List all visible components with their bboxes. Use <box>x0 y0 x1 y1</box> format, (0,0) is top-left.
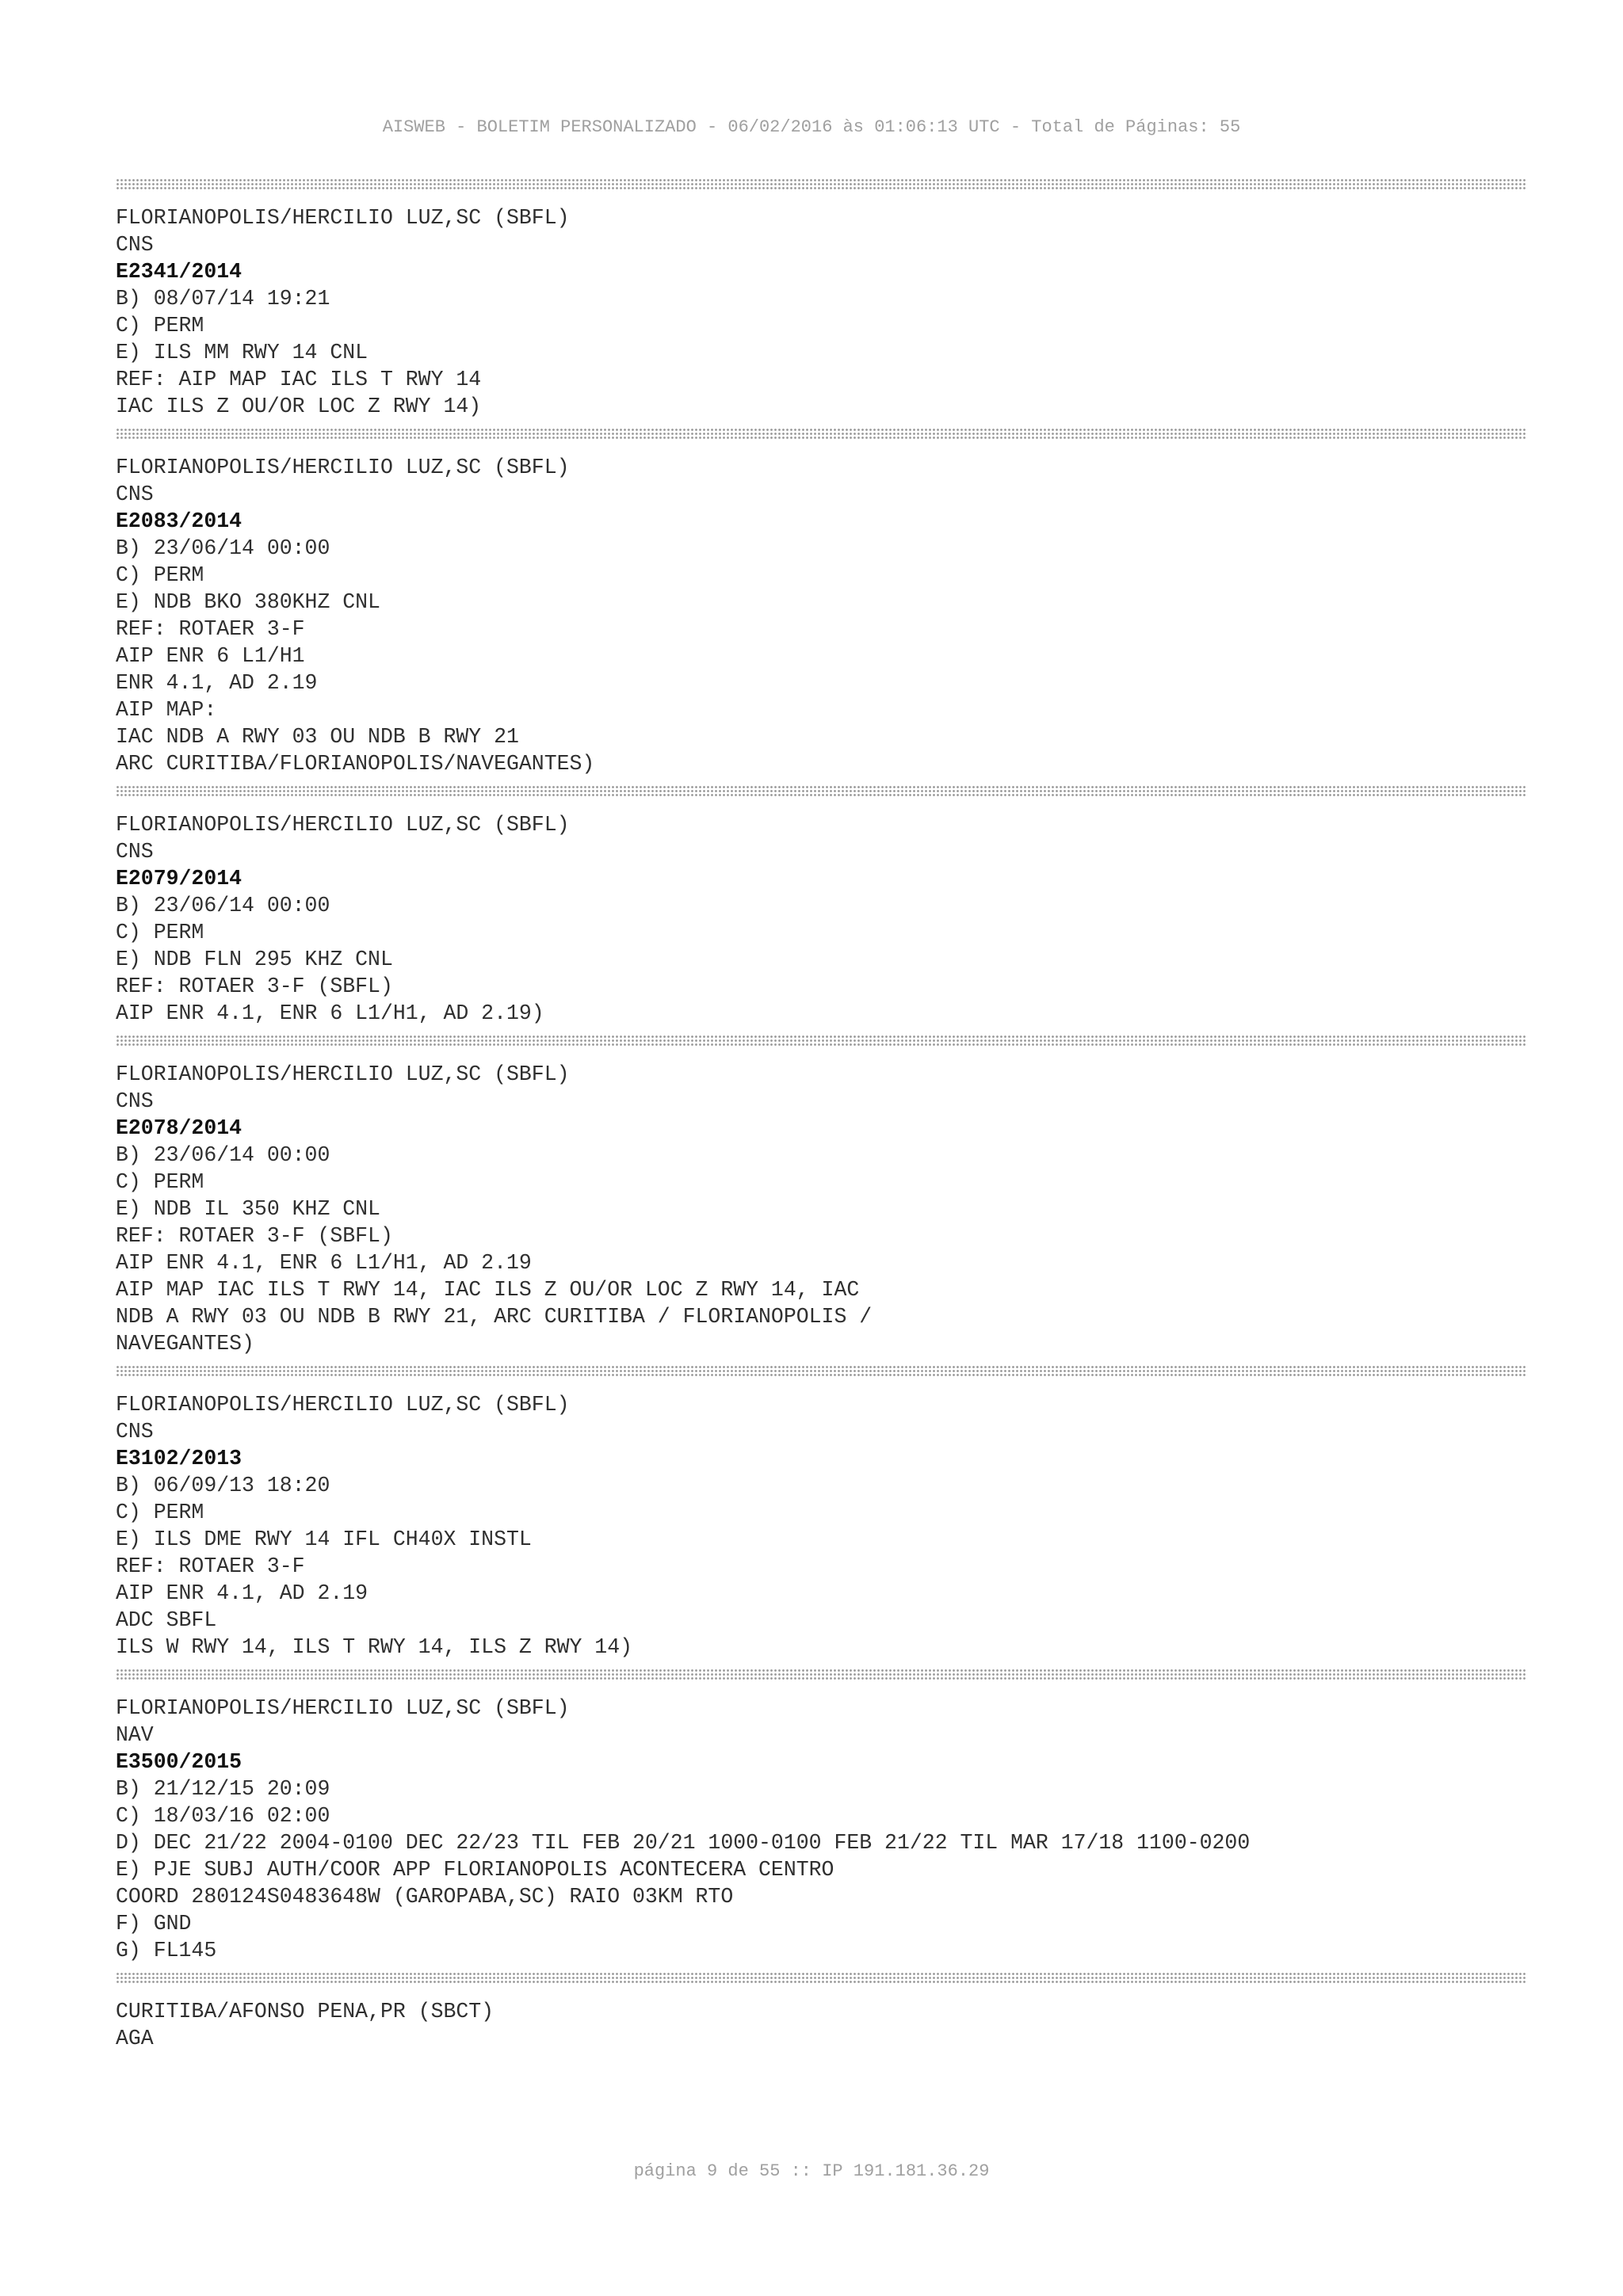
notam-line: C) PERM <box>116 1501 204 1524</box>
notam-number: E2079/2014 <box>116 867 242 891</box>
notam-number: E3500/2015 <box>116 1750 242 1774</box>
notam-location: FLORIANOPOLIS/HERCILIO LUZ,SC (SBFL) <box>116 206 570 230</box>
entry-separator <box>116 1972 1526 1985</box>
notam-line: F) GND <box>116 1912 192 1936</box>
notam-line: C) PERM <box>116 1170 204 1194</box>
notam-line: AIP ENR 4.1, AD 2.19 <box>116 1581 369 1605</box>
notam-line: C) 18/03/16 02:00 <box>116 1804 330 1828</box>
notam-line: REF: ROTAER 3-F <box>116 1554 305 1578</box>
notam-line: AIP ENR 4.1, ENR 6 L1/H1, AD 2.19) <box>116 1001 544 1025</box>
notam-line: AIP MAP: <box>116 698 217 722</box>
notam-line: E) NDB FLN 295 KHZ CNL <box>116 948 393 971</box>
notam-line: AIP MAP IAC ILS T RWY 14, IAC ILS Z OU/OR LOC Z RWY 14, IAC <box>116 1278 860 1302</box>
notam-category: CNS <box>116 482 154 506</box>
notam-line: B) 23/06/14 00:00 <box>116 1143 330 1167</box>
notam-line: B) 21/12/15 20:09 <box>116 1777 330 1801</box>
notam-entry <box>116 1681 1526 1972</box>
page-footer: página 9 de 55 :: IP 191.181.36.29 <box>633 2161 990 2181</box>
notam-line: AIP ENR 4.1, ENR 6 L1/H1, AD 2.19 <box>116 1251 532 1275</box>
notam-category: CNS <box>116 233 154 257</box>
notam-line: ILS W RWY 14, ILS T RWY 14, ILS Z RWY 14) <box>116 1635 633 1659</box>
notam-list <box>116 178 1526 2060</box>
entry-separator <box>116 428 1526 441</box>
notam-category: CNS <box>116 840 154 864</box>
notam-category: AGA <box>116 2027 154 2050</box>
notam-line: B) 08/07/14 19:21 <box>116 287 330 311</box>
notam-line: REF: ROTAER 3-F <box>116 617 305 641</box>
notam-line: E) ILS MM RWY 14 CNL <box>116 341 369 364</box>
notam-location: FLORIANOPOLIS/HERCILIO LUZ,SC (SBFL) <box>116 456 570 479</box>
notam-line: C) PERM <box>116 563 204 587</box>
notam-location: FLORIANOPOLIS/HERCILIO LUZ,SC (SBFL) <box>116 813 570 837</box>
notam-location: FLORIANOPOLIS/HERCILIO LUZ,SC (SBFL) <box>116 1393 570 1417</box>
notam-line: COORD 280124S0483648W (GAROPABA,SC) RAIO 03KM RTO <box>116 1885 734 1909</box>
notam-line: E) PJE SUBJ AUTH/COOR APP FLORIANOPOLIS ACONTECERA CENTRO <box>116 1858 834 1882</box>
notam-line: E) ILS DME RWY 14 IFL CH40X INSTL <box>116 1527 532 1551</box>
notam-location: CURITIBA/AFONSO PENA,PR (SBCT) <box>116 2000 495 2023</box>
notam-line: NDB A RWY 03 OU NDB B RWY 21, ARC CURITIBA / FLORIANOPOLIS / <box>116 1305 873 1329</box>
notam-line: G) FL145 <box>116 1939 217 1962</box>
page-header: AISWEB - BOLETIM PERSONALIZADO - 06/02/2016 às 01:06:13 UTC - Total de Páginas: 55 <box>382 117 1241 137</box>
notam-line: E) NDB BKO 380KHZ CNL <box>116 590 380 614</box>
notam-location: FLORIANOPOLIS/HERCILIO LUZ,SC (SBFL) <box>116 1062 570 1086</box>
notam-line: IAC NDB A RWY 03 OU NDB B RWY 21 <box>116 725 519 749</box>
notam-category: NAV <box>116 1723 154 1747</box>
notam-number: E2078/2014 <box>116 1116 242 1140</box>
notam-line: B) 23/06/14 00:00 <box>116 536 330 560</box>
notam-category: CNS <box>116 1420 154 1444</box>
entry-separator <box>116 785 1526 798</box>
entry-separator <box>116 1365 1526 1378</box>
notam-line: E) NDB IL 350 KHZ CNL <box>116 1197 380 1221</box>
entry-separator <box>116 178 1526 191</box>
notam-line: ARC CURITIBA/FLORIANOPOLIS/NAVEGANTES) <box>116 752 595 776</box>
entry-separator <box>116 1035 1526 1047</box>
notam-line: B) 06/09/13 18:20 <box>116 1474 330 1497</box>
notam-number: E3102/2013 <box>116 1447 242 1470</box>
notam-line: C) PERM <box>116 314 204 338</box>
notam-location: FLORIANOPOLIS/HERCILIO LUZ,SC (SBFL) <box>116 1696 570 1720</box>
notam-line: REF: ROTAER 3-F (SBFL) <box>116 1224 393 1248</box>
notam-line: AIP ENR 6 L1/H1 <box>116 644 305 668</box>
notam-entry <box>116 1378 1526 1669</box>
notam-number: E2341/2014 <box>116 260 242 284</box>
notam-entry <box>116 1985 1526 2060</box>
notam-line: B) 23/06/14 00:00 <box>116 894 330 917</box>
notam-line: REF: AIP MAP IAC ILS T RWY 14 <box>116 368 482 391</box>
notam-entry <box>116 1047 1526 1365</box>
notam-line: NAVEGANTES) <box>116 1332 254 1356</box>
notam-line: ADC SBFL <box>116 1608 217 1632</box>
entry-separator <box>116 1669 1526 1681</box>
notam-line: ENR 4.1, AD 2.19 <box>116 671 318 695</box>
notam-line: REF: ROTAER 3-F (SBFL) <box>116 974 393 998</box>
notam-entry <box>116 441 1526 785</box>
notam-entry <box>116 191 1526 428</box>
notam-entry <box>116 798 1526 1035</box>
notam-line: IAC ILS Z OU/OR LOC Z RWY 14) <box>116 395 482 418</box>
notam-number: E2083/2014 <box>116 509 242 533</box>
notam-category: CNS <box>116 1089 154 1113</box>
notam-line: D) DEC 21/22 2004-0100 DEC 22/23 TIL FEB 20/21 1000-0100 FEB 21/22 TIL MAR 17/18 1100-0200 <box>116 1831 1251 1855</box>
notam-line: C) PERM <box>116 921 204 944</box>
